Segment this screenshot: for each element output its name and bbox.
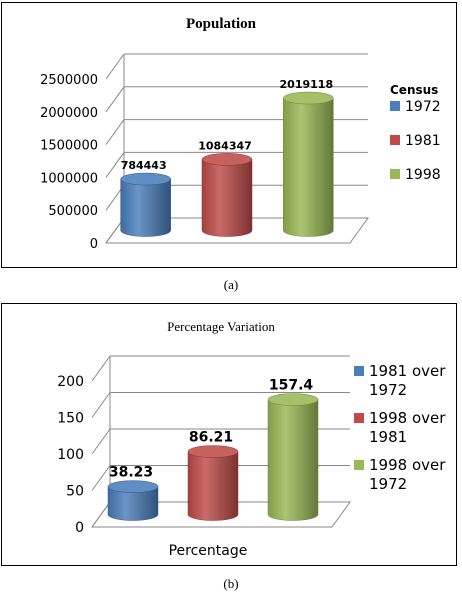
caption-b: (b) [223,576,239,591]
legend-label: 1972 [405,99,441,115]
population-chart-frame [1,2,457,268]
legend-label: 1981 over [369,362,446,380]
gridline-side [106,54,124,79]
bar-1 [202,159,252,236]
population-chart [2,3,455,266]
gridline-side [106,87,124,112]
bar-top-2 [283,92,333,104]
y-tick-label: 1500000 [40,138,98,154]
bar-top-1 [188,446,238,458]
legend-swatch-2 [390,169,400,179]
legend-label: 1972 [369,381,408,399]
bar-0 [121,179,171,236]
legend-swatch-1 [354,413,364,423]
data-label: 784443 [120,159,167,173]
legend-label: 1972 [369,475,408,493]
legend-title: Census [390,83,439,97]
bar-top-0 [121,173,171,185]
bar-2 [268,400,318,521]
y-tick-label: 150 [57,410,84,427]
chart-title: Percentage Variation [167,319,275,334]
chart-title: Population [185,16,257,32]
data-label: 38.23 [108,464,154,481]
percentage-chart-frame [1,303,457,566]
y-tick-label: 50 [66,483,84,500]
data-label: 157.4 [268,377,314,394]
y-tick-label: 500000 [48,204,98,220]
bar-top-1 [202,153,252,165]
legend-label: 1998 [405,167,441,183]
data-label: 86.21 [188,429,234,446]
bar-1 [188,452,238,521]
legend-swatch-1 [390,135,400,145]
bar-2 [283,98,333,236]
legend-label: 1998 over [369,456,446,474]
gridline-side [92,356,110,381]
y-tick-label: 0 [89,237,98,252]
y-tick-label: 2500000 [40,73,98,88]
legend-label: 1981 [405,133,441,149]
bar-top-0 [108,481,158,493]
gridline-side [92,429,110,454]
caption-a: (a) [223,277,239,292]
gridline-side [92,393,110,418]
y-tick-label: 2000000 [40,105,98,121]
legend-label: 1981 [369,428,408,446]
y-tick-label: 100 [57,447,84,463]
legend-swatch-0 [354,366,364,376]
legend-label: 1998 over [369,409,446,427]
legend-swatch-2 [354,460,364,470]
percentage-chart [2,304,455,564]
y-tick-label: 200 [57,374,84,390]
y-tick-label: 1000000 [40,171,98,187]
legend-swatch-0 [390,101,400,111]
bar-top-2 [268,394,318,406]
y-tick-label: 0 [75,520,84,536]
gridline-side [92,466,110,491]
x-axis-label: Percentage [168,543,248,559]
data-label: 1084347 [198,139,252,153]
gridline-side [106,120,124,145]
data-label: 2019118 [279,78,334,92]
